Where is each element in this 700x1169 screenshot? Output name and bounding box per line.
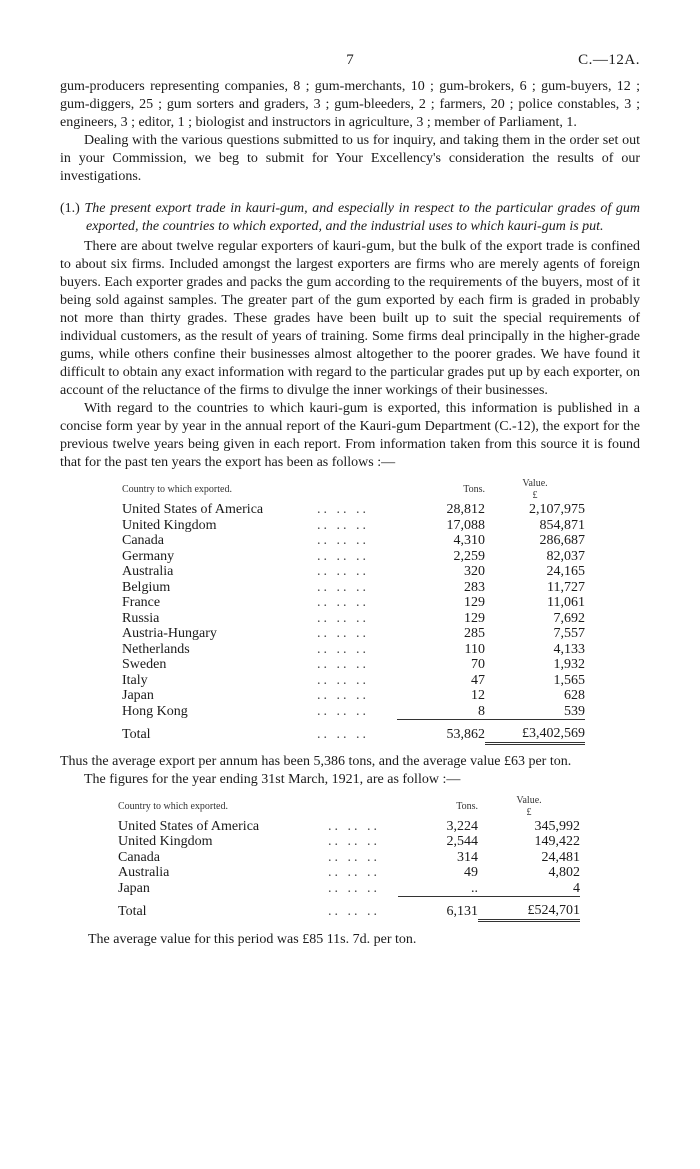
leader-dots: .. .. .. xyxy=(317,502,369,517)
value-header-unit: £ xyxy=(532,490,538,501)
value-cell: 539 xyxy=(564,703,585,719)
value-cell: 24,481 xyxy=(541,849,580,865)
tons-cell: 110 xyxy=(464,641,485,657)
leader-dots: .. .. .. xyxy=(317,657,369,672)
leader-dots: .. .. .. xyxy=(328,903,380,919)
average-paragraph: Thus the average export per annum has been 5,386 tons, and the average value £63 per ton. xyxy=(60,753,572,769)
leader-dots: .. .. .. xyxy=(317,703,369,719)
country-cell: United States of America xyxy=(118,818,260,834)
value-cell: 11,727 xyxy=(547,579,585,595)
table-row xyxy=(122,626,585,642)
tons-cell: 4,310 xyxy=(453,533,485,548)
tons-cell: .. xyxy=(471,880,478,896)
table-row xyxy=(122,518,585,534)
tons-cell: 2,259 xyxy=(453,548,485,564)
value-cell: 345,992 xyxy=(534,818,580,834)
country-cell: Hong Kong xyxy=(122,703,188,719)
leader-dots: .. .. .. xyxy=(328,849,380,865)
country-cell: United Kingdom xyxy=(118,834,213,849)
total-tons: 53,862 xyxy=(397,720,485,744)
table-row xyxy=(122,564,585,580)
leader-dots: .. .. .. xyxy=(328,865,380,880)
value-cell: 1,932 xyxy=(553,657,585,672)
page-header xyxy=(60,52,640,78)
table-header-row xyxy=(118,795,580,819)
value-column-header xyxy=(485,478,585,502)
leader-dots: .. .. .. xyxy=(317,726,369,742)
closing-paragraph: The average value for this period was £85 11s. 7d. per ton. xyxy=(88,931,417,947)
table-row xyxy=(122,549,585,565)
leader-dots: .. .. .. xyxy=(317,672,369,688)
table-row xyxy=(122,673,585,689)
document-reference: C.—12A. xyxy=(578,52,640,68)
value-cell: 11,061 xyxy=(547,595,585,610)
table-body xyxy=(118,819,580,897)
table-body xyxy=(122,502,585,720)
tons-cell: 3,224 xyxy=(446,818,478,834)
table-row xyxy=(118,834,580,850)
page-number: 7 xyxy=(346,52,354,68)
leader-dots: .. .. .. xyxy=(328,834,380,849)
section-1-number: (1.) xyxy=(60,201,80,216)
country-cell: Australia xyxy=(122,564,174,579)
table-row xyxy=(122,595,585,611)
value-cell: 149,422 xyxy=(534,834,580,849)
value-cell: 2,107,975 xyxy=(529,502,585,517)
value-cell: 24,165 xyxy=(546,564,585,579)
value-column-header xyxy=(478,795,580,819)
tons-column-header: Tons. xyxy=(463,484,485,495)
total-tons: 6,131 xyxy=(398,897,478,921)
leader-dots: .. .. .. xyxy=(317,564,369,579)
table-row xyxy=(118,819,580,835)
value-cell: 7,557 xyxy=(553,626,585,641)
table-row xyxy=(122,580,585,596)
country-column-header: Country to which exported. xyxy=(118,800,228,812)
value-header-unit: £ xyxy=(526,806,532,818)
tons-column-header: Tons. xyxy=(456,800,478,812)
country-cell: Netherlands xyxy=(122,641,190,657)
tons-cell: 129 xyxy=(464,595,485,610)
value-cell: 7,692 xyxy=(553,610,585,626)
value-cell: 1,565 xyxy=(553,672,585,688)
ten-year-export-table xyxy=(122,478,585,745)
value-cell: 628 xyxy=(564,688,585,703)
country-cell: United States of America xyxy=(122,502,264,517)
table-total-row xyxy=(118,897,580,921)
year-1921-intro: The figures for the year ending 31st March, 1921, are as follow :— xyxy=(84,771,461,787)
section-1-heading xyxy=(60,200,640,236)
leader-dots: .. .. .. xyxy=(317,517,369,533)
country-cell: France xyxy=(122,595,161,610)
table-row xyxy=(122,642,585,658)
document-page xyxy=(60,52,640,948)
value-cell: 82,037 xyxy=(546,548,585,564)
tons-cell: 70 xyxy=(471,657,485,672)
value-cell: 4,133 xyxy=(553,641,585,657)
table-total-row xyxy=(122,720,585,744)
value-header-label: Value. xyxy=(516,794,542,806)
country-cell: Australia xyxy=(118,865,170,880)
value-header-label: Value. xyxy=(522,478,548,489)
tons-cell: 12 xyxy=(471,688,485,703)
total-label: Total xyxy=(118,903,147,919)
table-row xyxy=(122,657,585,673)
value-cell: 286,687 xyxy=(539,533,585,548)
table-row xyxy=(122,533,585,549)
country-cell: Germany xyxy=(122,548,175,564)
leader-dots: .. .. .. xyxy=(317,626,369,641)
table-row xyxy=(118,881,580,897)
tons-cell: 129 xyxy=(464,610,485,626)
value-cell: 4 xyxy=(573,880,580,896)
tons-cell: 47 xyxy=(471,672,485,688)
leader-dots: .. .. .. xyxy=(317,610,369,626)
country-column-header: Country to which exported. xyxy=(122,484,232,495)
country-cell: Russia xyxy=(122,610,160,626)
tons-cell: 320 xyxy=(464,564,485,579)
leader-dots: .. .. .. xyxy=(317,533,369,548)
total-value: £524,701 xyxy=(478,897,580,921)
leader-dots: .. .. .. xyxy=(328,818,380,834)
table-row xyxy=(118,865,580,881)
tons-cell: 17,088 xyxy=(446,517,485,533)
total-label: Total xyxy=(122,726,151,742)
country-cell: Japan xyxy=(118,880,150,896)
tons-cell: 49 xyxy=(464,865,478,880)
tons-cell: 314 xyxy=(457,849,478,865)
leader-dots: .. .. .. xyxy=(317,641,369,657)
table-header-row xyxy=(122,478,585,502)
leader-dots: .. .. .. xyxy=(328,880,380,896)
country-cell: Canada xyxy=(122,533,164,548)
country-cell: Austria-Hungary xyxy=(122,626,217,641)
year-1921-export-table xyxy=(118,795,580,922)
country-cell: Sweden xyxy=(122,657,167,672)
total-value: £3,402,569 xyxy=(485,720,585,744)
tons-cell: 28,812 xyxy=(446,502,485,517)
tons-cell: 285 xyxy=(464,626,485,641)
tons-cell: 8 xyxy=(478,703,485,719)
country-cell: Belgium xyxy=(122,579,171,595)
table-row xyxy=(122,502,585,518)
country-cell: Italy xyxy=(122,672,148,688)
leader-dots: .. .. .. xyxy=(317,548,369,564)
intro-paragraph-2: Dealing with the various questions submitted to us for inquiry, and taking them in the order set out in your Commission, we beg to submit for Your Excellency's consideration the results of our investigations. xyxy=(60,133,640,184)
country-cell: Japan xyxy=(122,688,154,703)
table-row xyxy=(122,688,585,704)
intro-paragraph-1: gum-producers representing companies, 8 ; gum-merchants, 10 ; gum-brokers, 6 ; gum-buyers, 12 ; gum-diggers, 25 ; gum sorters and graders, 3 ; gum-bleeders, 2 ; farmers, 20 ; police constables, 3 ; engineers, 3 ; editor, 1 ; biologist and instructors in agriculture, 3 ; member of Parliament, 1. xyxy=(60,79,640,130)
table-row xyxy=(122,611,585,627)
country-cell: Canada xyxy=(118,849,160,865)
section-1-paragraph-2: With regard to the countries to which kauri-gum is exported, this information is published in a concise form year by year in the annual report of the Kauri-gum Department (C.-12), the export for the previous twelve years being given in each report. From information taken from this source it is found that for the past ten years the export has been as follows :— xyxy=(60,401,640,470)
value-cell: 854,871 xyxy=(539,517,585,533)
tons-cell: 2,544 xyxy=(446,834,478,849)
leader-dots: .. .. .. xyxy=(317,579,369,595)
tons-cell: 283 xyxy=(464,579,485,595)
leader-dots: .. .. .. xyxy=(317,688,369,703)
country-cell: United Kingdom xyxy=(122,517,217,533)
value-cell: 4,802 xyxy=(548,865,580,880)
section-1-title: The present export trade in kauri-gum, and especially in respect to the particular grades of gum exported, the countries to which exported, and the industrial uses to which kauri-gum is put. xyxy=(84,201,641,234)
table-row xyxy=(122,704,585,720)
section-1-paragraph-1: There are about twelve regular exporters of kauri-gum, but the bulk of the export trade is confined to about six firms. Included amongst the largest exporters are firms who are merely agents of foreign buyers. Each exporter grades and packs the gum according to the requirements of the buyers, most of it being sold against samples. The greater part of the gum exported by each firm is graded in probably not more than thirty grades. These grades have been built up to suit the special requirements of individual customers, as the result of years of training. Some firms deal principally in the higher-grade gums, while others confine their businesses almost altogether to the poorer grades. We have found it difficult to obtain any exact information with regard to the particular grades put up by each exporter, on account of the reluctance of the firms to divulge the inner workings of their businesses. xyxy=(60,239,640,398)
table-row xyxy=(118,850,580,866)
leader-dots: .. .. .. xyxy=(317,595,369,610)
